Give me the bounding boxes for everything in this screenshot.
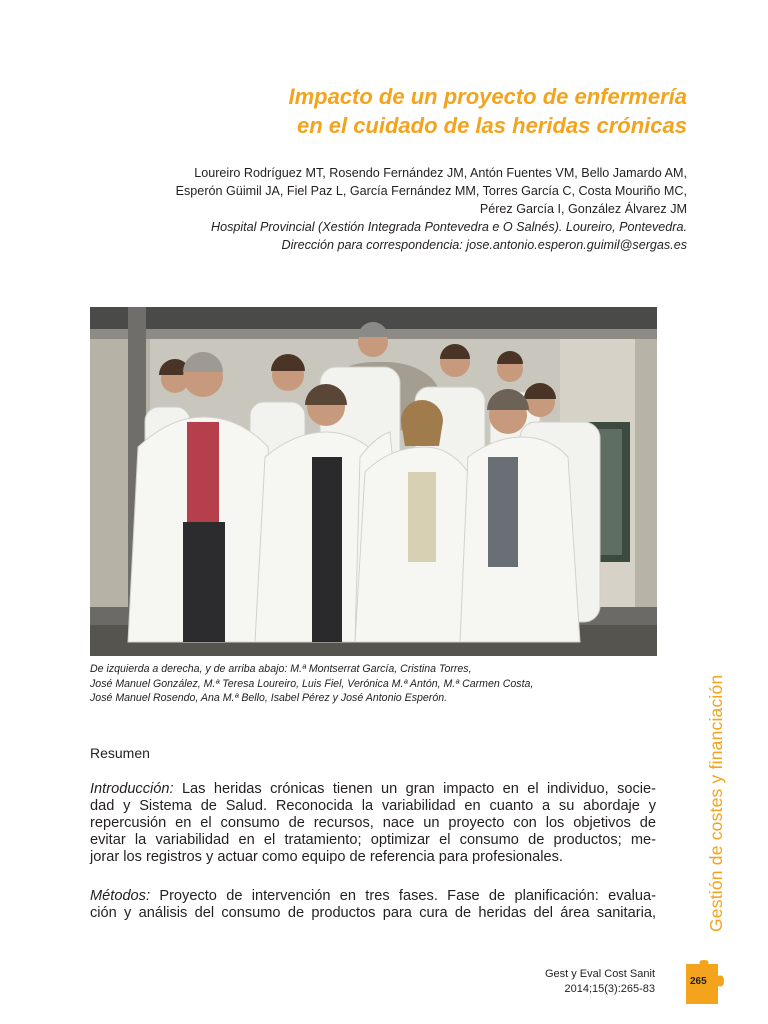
- intro-text: Las heridas crónicas tienen un gran impacto en el individuo, socie-: [173, 781, 656, 797]
- paragraph-line: [90, 888, 656, 905]
- paragraph-line: repercusión en el consumo de recursos, nace un proyecto con los objetivos de: [90, 815, 656, 831]
- caption-line: José Manuel Rosendo, Ana M.ª Bello, Isabel Pérez y José Antonio Esperón.: [90, 692, 448, 704]
- section-sidebar-label: Gestión de costes y financiación: [706, 674, 726, 932]
- paragraph-line: [90, 781, 656, 798]
- author-line: Loureiro Rodríguez MT, Rosendo Fernández JM, Antón Fuentes VM, Bello Jamardo AM,: [194, 166, 687, 180]
- intro-label: Introducción:: [90, 781, 174, 797]
- figure-caption: [90, 662, 650, 706]
- title-line: en el cuidado de las heridas crónicas: [296, 113, 687, 138]
- journal-name: Gest y Eval Cost Sanit: [544, 968, 655, 980]
- correspondence: Dirección para correspondencia: jose.antonio.esperon.guimil@sergas.es: [281, 238, 687, 252]
- methods-paragraph: [90, 888, 656, 922]
- author-line: Pérez García I, González Álvarez JM: [479, 202, 687, 216]
- intro-paragraph: [90, 781, 656, 866]
- paragraph-line: evitar la variabilidad en el tratamiento; optimizar el consumo de productos; me-: [90, 832, 656, 848]
- paragraph-line: jorar los registros y actuar como equipo de referencia para profesionales.: [90, 849, 563, 865]
- title-line: Impacto de un proyecto de enfermería: [288, 84, 687, 109]
- caption-line: José Manuel González, M.ª Teresa Loureiro, Luis Fiel, Verónica M.ª Antón, M.ª Carmen Costa,: [90, 677, 534, 690]
- methods-text: Proyecto de intervención en tres fases. Fase de planificación: evalua-: [150, 888, 656, 904]
- page-number-badge: [684, 960, 726, 1006]
- methods-label: Métodos:: [90, 888, 151, 904]
- journal-citation: 2014;15(3):265-83: [564, 983, 655, 995]
- journal-footer: [545, 967, 655, 997]
- caption-line: De izquierda a derecha, y de arriba abajo: M.ª Montserrat García, Cristina Torres,: [90, 663, 472, 675]
- author-block: [87, 164, 687, 254]
- paragraph-line: dad y Sistema de Salud. Reconocida la variabilidad en cuanto a su abordaje y: [90, 798, 656, 814]
- article-title: [127, 82, 687, 140]
- author-line: Esperón Güimil JA, Fiel Paz L, García Fernández MM, Torres García C, Costa Mouriño MC,: [175, 184, 687, 198]
- team-photo: [90, 307, 657, 656]
- section-heading: Resumen: [90, 745, 150, 761]
- affiliation: Hospital Provincial (Xestión Integrada Pontevedra e O Salnés). Loureiro, Pontevedra.: [210, 220, 687, 234]
- page-number: 265: [690, 976, 707, 987]
- paragraph-line: ción y análisis del consumo de productos para cura de heridas del área sanitaria,: [90, 905, 656, 921]
